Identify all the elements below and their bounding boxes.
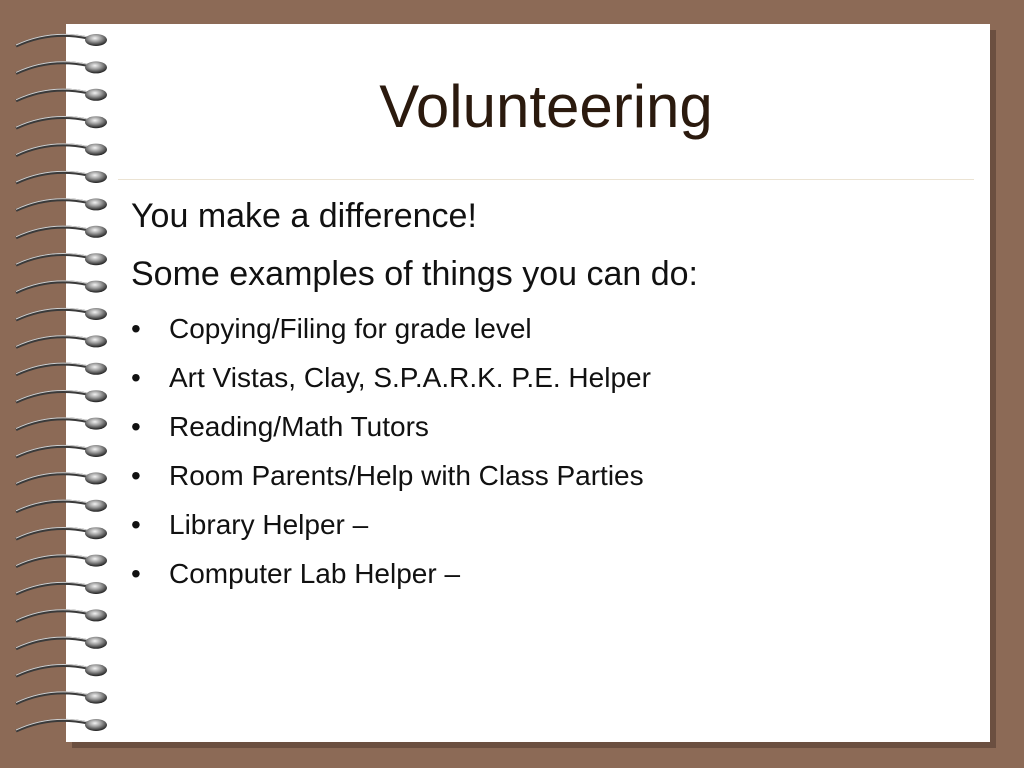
- list-item-text: Reading/Math Tutors: [169, 411, 429, 442]
- binding-ring: [16, 500, 107, 512]
- binding-ring: [16, 609, 107, 621]
- binding-ring: [16, 582, 107, 594]
- bullet-icon: •: [131, 509, 141, 540]
- binding-ring: [16, 719, 107, 731]
- list-item-text: Computer Lab Helper –: [169, 558, 461, 589]
- binding-ring: [16, 555, 107, 567]
- bullet-icon: •: [131, 411, 141, 442]
- binding-ring: [16, 198, 107, 210]
- bullet-icon: •: [131, 558, 141, 589]
- binding-ring: [16, 445, 107, 457]
- slide-title: Volunteering: [379, 73, 713, 140]
- binding-ring: [16, 308, 107, 320]
- binding-ring: [16, 692, 107, 704]
- list-item: [131, 459, 971, 493]
- binding-ring: [16, 34, 107, 46]
- slide-body: [131, 196, 971, 606]
- binding-ring: [16, 171, 107, 183]
- examples-heading: Some examples of things you can do:: [131, 255, 698, 293]
- volunteer-list: [131, 312, 971, 591]
- binding-ring: [16, 335, 107, 347]
- binding-ring: [16, 418, 107, 430]
- binding-ring: [16, 472, 107, 484]
- bullet-icon: •: [131, 313, 141, 344]
- list-item: [131, 312, 971, 346]
- list-item-text: Library Helper –: [169, 509, 369, 540]
- binding-ring: [16, 664, 107, 676]
- list-item-text: Art Vistas, Clay, S.P.A.R.K. P.E. Helper: [169, 362, 651, 393]
- binding-ring: [16, 390, 107, 402]
- list-item-text: Room Parents/Help with Class Parties: [169, 460, 644, 491]
- binding-ring: [16, 363, 107, 375]
- binding-ring: [16, 281, 107, 293]
- binding-ring: [16, 527, 107, 539]
- binding-ring: [16, 253, 107, 265]
- intro-line: You make a difference!: [131, 197, 477, 235]
- bullet-icon: •: [131, 362, 141, 393]
- list-item: [131, 361, 971, 395]
- binding-ring: [16, 637, 107, 649]
- list-item: [131, 410, 971, 444]
- binding-ring: [16, 226, 107, 238]
- list-item-text: Copying/Filing for grade level: [169, 313, 532, 344]
- title-divider: [118, 179, 974, 180]
- binding-ring: [16, 144, 107, 156]
- list-item: [131, 557, 971, 591]
- list-item: [131, 508, 971, 542]
- bullet-icon: •: [131, 460, 141, 491]
